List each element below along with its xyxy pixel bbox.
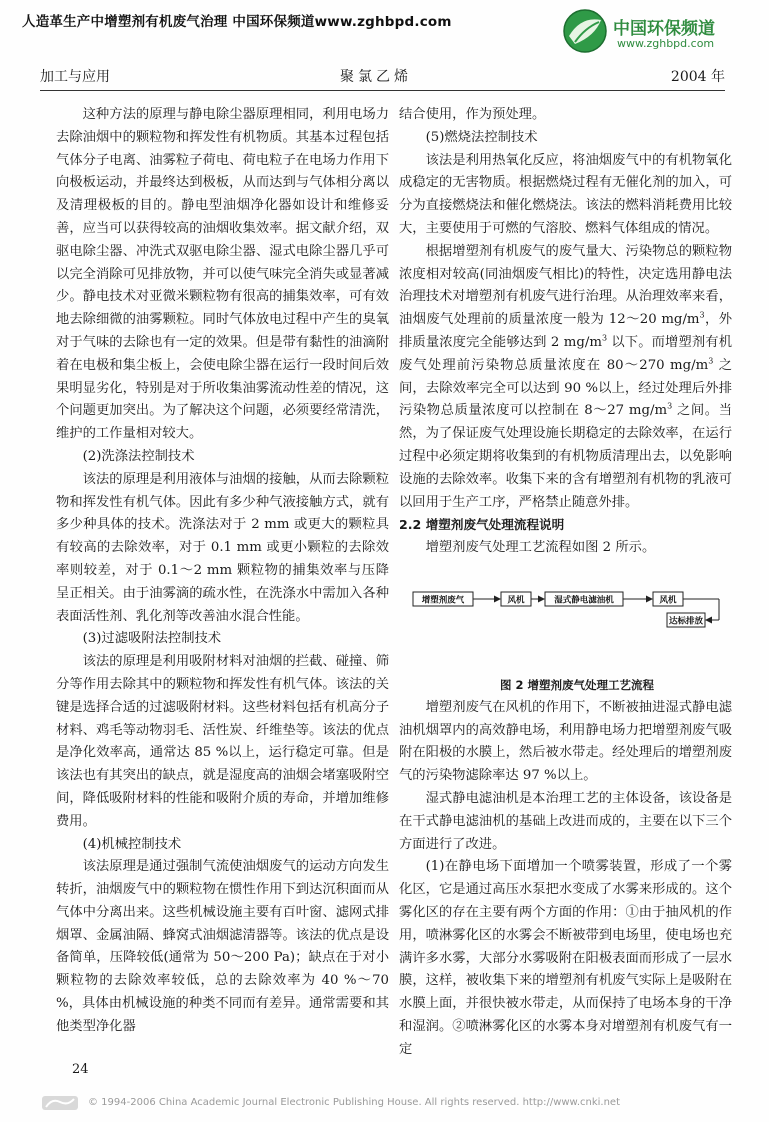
page-number: 24 [72,1062,89,1077]
paragraph: 该法原理是通过强制气流使油烟废气的运动方向发生转折，油烟废气中的颗粒物在惯性作用下到达沉积面而从气体中分离出来。这些机械设施主要有百叶窗、滤网式排烟罩、金属油隔、蜂窝式油烟滤清器等。该法的优点是设备简单，压降较低(通常为 50～200 Pa)；缺点在于对小颗粒物的去除效率较低，总的去除效率为 40 %～70 %，具体由机械设施的种类不同而有差异。通常需要和其他类型净化器 [56,859,389,1034]
section-label: 加工与应用 [40,69,110,85]
logo-url: www.zghbpd.com [617,37,715,50]
paragraph: 结合使用，作为预处理。 [399,107,546,122]
flow-label-fan-2: 风机 [659,595,677,606]
paragraph: 这种方法的原理与静电除尘器原理相同，利用电场力去除油烟中的颗粒物和挥发性有机物质。其基本过程包括气体分子电离、油雾粒子荷电、荷电粒子在电场力作用下向极板运动，并最终达到极板，从而达到与气体相分离以及清理极板的目的。静电型油烟净化器如设计和维修妥善，应当可以获得较高的油烟收集效率。据文献介绍，双驱电除尘器、冲洗式双驱电除尘器、湿式电除尘器几乎可以完全消除可见排放物，并可以使气味完全消失或显著减少。静电技术对亚微米颗粒物有很高的捕集效率，可有效地去除细微的油雾颗粒。同时气体放电过程中产生的臭氧对于气味的去除也有一定的效果。但是带有黏性的油滴附着在电极和集尘板上，会使电除尘器在运行一段时间后效果明显劣化，特别是对于所收集油雾流动性差的情况，这个问题更加突出。为了解决这个问题，必须要经常清洗，维护的工作量相对较大。 [56,107,389,442]
site-banner-title: 人造革生产中增塑剂有机废气治理 中国环保频道www.zghbpd.com [22,14,452,30]
journal-year: 2004 年 [670,69,725,85]
paragraph: 该法的原理是利用吸附材料对油烟的拦截、碰撞、筛分等作用去除其中的颗粒物和挥发性有机气体。该法的关键是选择合适的过滤吸附材料。这些材料包括有机高分子材料、鸡毛等动物羽毛、活性炭、纤维垫等。该法的优点是净化效率高，通常达 85 %以上，运行稳定可靠。但是该法也有其突出的缺点，就是湿度高的油烟会堵塞吸附空间，降低吸附材料的性能和吸附介质的寿命，并增加维修费用。 [56,654,389,829]
logo[interactable] [561,6,721,56]
paragraph-concentration: 根据增塑剂有机废气的废气量大、污染物总的颗粒物浓度相对较高(同油烟废气相比)的特性，决定选用静电法治理技术对增塑剂有机废气进行治理。从治理效率来看，油烟废气处理前的质量浓度一般为 12～20 $mg/m^3$，外排质量浓度完全能够达到 2 $mg/m^3$ 以下。而增塑剂有机废气处理前污染物总质量浓度在 80～270 $mg/m^3$ 之间，去除效率完全可以达到 90 %以上，经过处理后外排污染物总质量浓度可以控制在 8～27 $mg/m^3$ 之间。当然，为了保证废气处理设施长期稳定的去除效率，在运行过程中必须定期将收集到的有机物质清理出去，以免影响设施的去除效率。收集下来的含有增塑剂有机物的乳液可以回用于生产工序，严格禁止随意外排。 [399,243,733,510]
flow-label-discharge: 达标排放 [668,616,704,627]
paragraph: 增塑剂废气处理工艺流程如图 2 所示。 [425,540,656,556]
flow-label-oil-filter: 湿式静电滤油机 [554,595,614,606]
subheading: (2)洗涤法控制技术 [82,448,195,464]
paragraph: 该法的原理是利用液体与油烟的接触，从而去除颗粒物和挥发性有机气体。因此有多少种气液接触方式，就有多少种具体的技术。洗涤法对于 2 mm 或更大的颗粒具有较高的去除效率，对于 0.1 mm 或更小颗粒的去除效率则较差，对于 0.1～2 mm 颗粒物的捕集效率与压降呈正相关。由于油雾滴的疏水性，在洗涤水中需加入各种表面活性剂、乳化剂等改善油水混合性能。 [56,471,389,624]
journal-title: 聚氯乙烯 [340,69,412,85]
paragraph: 该法是利用热氧化反应，将油烟废气中的有机物氧化成稳定的无害物质。根据燃烧过程有无催化剂的加入，可分为直接燃烧法和催化燃烧法。该法的燃料消耗费用比较大，主要使用于可燃的气溶胶、燃料气体组成的情况。 [399,152,732,236]
header-rule [40,90,725,91]
subheading: (4)机械控制技术 [82,836,182,852]
copyright-text: © 1994-2006 China Academic Journal Electronic Publishing House. All rights reserved. http://www.cnki.net [88,1097,620,1108]
logo-name: 中国环保频道 [613,19,715,39]
cnki-logo-icon [40,1092,80,1114]
flow-diagram [399,564,732,674]
section-heading: 2.2 增塑剂废气处理流程说明 [399,517,565,533]
paragraph: 增塑剂废气在风机的作用下，不断被抽进湿式静电滤油机烟罩内的高效静电场，利用静电场力把增塑剂废气吸附在阳极的水膜上，然后被水带走。经处理后的增塑剂废气的污染物滤除率达 97 %以上。 [399,699,732,784]
figure-caption: 图 2 增塑剂废气处理工艺流程 [499,677,654,692]
right-column [399,104,732,1061]
flow-label-fan: 风机 [507,595,525,606]
paragraph: 湿式静电滤油机是本治理工艺的主体设备，该设备是在干式静电滤油机的基础上改进而成的，主要在以下三个方面进行了改进。 [399,790,732,852]
running-head [40,66,725,86]
process-flow-figure [399,564,732,674]
left-column [56,104,389,1039]
globe-leaf-icon [561,6,611,56]
flow-label-waste-gas: 增塑剂废气 [421,595,465,606]
subheading: (3)过滤吸附法控制技术 [82,631,222,647]
paragraph: (1)在静电场下面增加一个喷雾装置，形成了一个雾化区，它是通过高压水泵把水变成了水雾来形成的。这个雾化区的存在主要有两个方面的作用：①由于抽风机的作用，喷淋雾化区的水雾会不断被带到电场里，使电场也充满许多水雾，大部分水雾吸附在阳极表面而形成了一层水膜，这样，被收集下来的增塑剂有机废气实际上是吸附在水膜上面，并很快被水带走，从而保持了电场本身的干净和湿润。②喷淋雾化区的水雾本身对增塑剂有机废气有一定 [399,859,732,1057]
footer [40,1092,740,1114]
subheading: (5)燃烧法控制技术 [425,129,538,145]
